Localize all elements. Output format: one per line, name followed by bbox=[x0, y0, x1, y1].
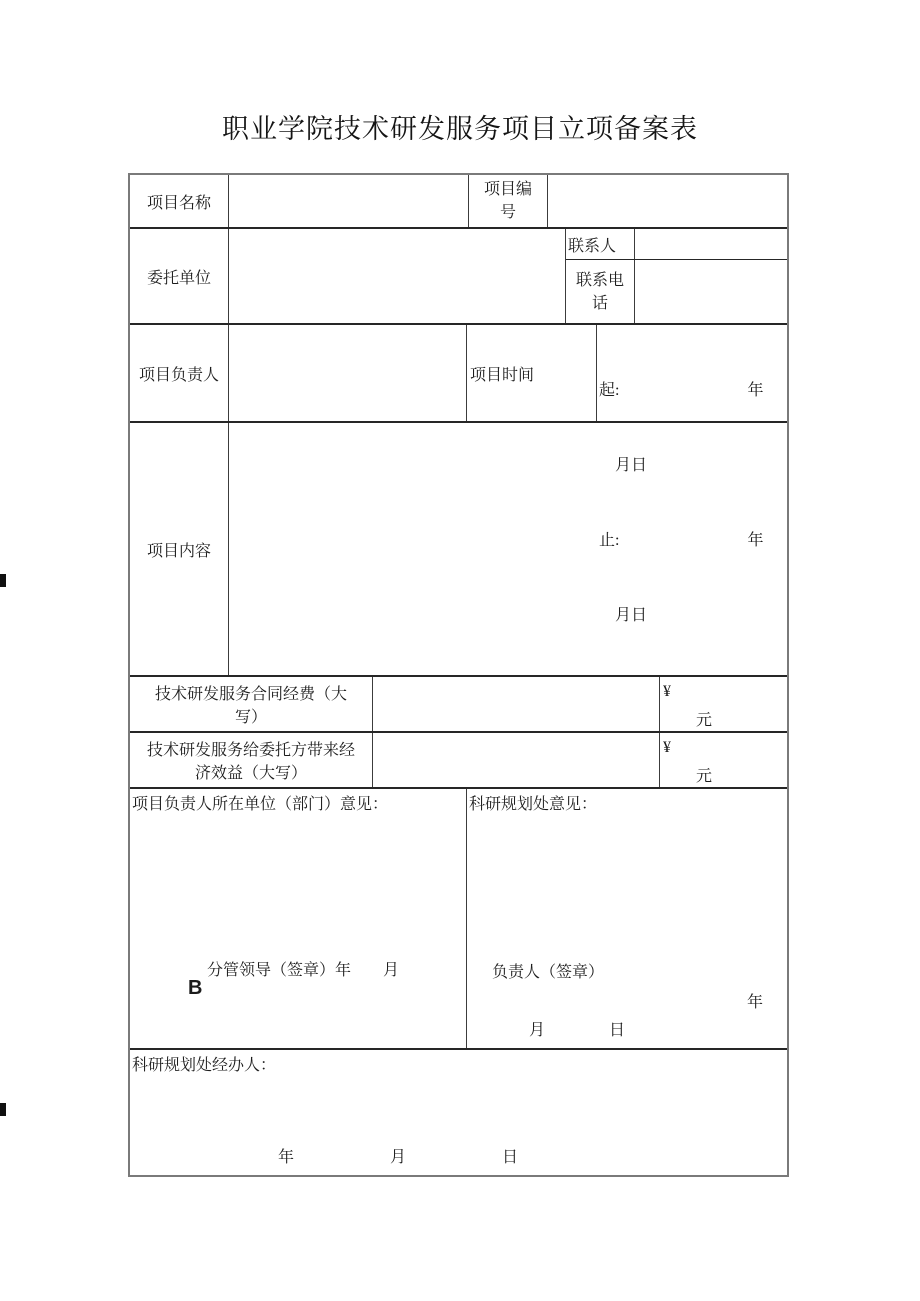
project-name-input[interactable] bbox=[228, 175, 468, 227]
row-contract-fee bbox=[130, 675, 787, 731]
stray-mark: B bbox=[188, 977, 203, 999]
project-time-label bbox=[466, 325, 596, 421]
contact-person-label: 联系人 bbox=[568, 237, 617, 255]
leader-signature-line: 分管领导（签章）年 月 bbox=[207, 962, 400, 979]
contract-fee-amount-cell[interactable] bbox=[659, 677, 787, 731]
project-leader-label: 项目负责人 bbox=[138, 366, 219, 384]
month-day-placeholder: 月 日 bbox=[529, 1022, 626, 1039]
department-opinion-title: 项目负责人所在单位（部门）意见： bbox=[132, 796, 389, 813]
contact-person-input[interactable] bbox=[634, 229, 787, 259]
currency-symbol: ¥ bbox=[663, 739, 671, 756]
contact-phone-label-text: 联系电话 bbox=[576, 271, 625, 312]
client-unit-label: 委托单位 bbox=[146, 269, 211, 287]
research-office-opinion-cell[interactable] bbox=[466, 789, 787, 1048]
row-opinions bbox=[130, 787, 787, 1048]
project-time-dates-input[interactable] bbox=[596, 325, 787, 624]
project-number-input[interactable] bbox=[547, 175, 787, 227]
scan-artifact-top bbox=[0, 574, 6, 587]
contact-phone-input[interactable] bbox=[634, 260, 787, 323]
date-end-line: 止: 年 bbox=[599, 532, 764, 549]
project-content-input[interactable] bbox=[228, 423, 787, 675]
page-title: 职业学院技术研发服务项目立项备案表 bbox=[222, 114, 698, 144]
currency-symbol: ¥ bbox=[663, 683, 671, 700]
row-handler bbox=[130, 1048, 787, 1175]
year-placeholder: 年 bbox=[746, 994, 763, 1011]
economic-benefit-amount-cell[interactable] bbox=[659, 733, 787, 787]
row-economic-benefit bbox=[130, 731, 787, 787]
contact-subtable bbox=[565, 229, 787, 323]
client-unit-input[interactable] bbox=[228, 229, 565, 323]
handler-date-placeholder: 年 月 日 bbox=[278, 1149, 519, 1166]
row-project-name bbox=[130, 175, 787, 227]
handler-title: 科研规划处经办人： bbox=[132, 1057, 277, 1074]
date-end-monthday: 月日 bbox=[599, 607, 648, 624]
project-time-label-text: 项目时间 bbox=[470, 366, 535, 384]
economic-benefit-label bbox=[130, 733, 372, 787]
date-start-monthday: 月日 bbox=[599, 457, 648, 474]
economic-benefit-input[interactable] bbox=[372, 733, 659, 787]
department-opinion-cell[interactable] bbox=[130, 789, 466, 1048]
project-name-label: 项目名称 bbox=[146, 194, 211, 212]
contact-phone-row bbox=[566, 259, 787, 323]
project-leader-input[interactable] bbox=[228, 325, 466, 421]
handler-cell[interactable] bbox=[130, 1050, 787, 1175]
filing-form-table bbox=[128, 173, 789, 1177]
project-content-label: 项目内容 bbox=[146, 542, 211, 560]
contract-fee-label-text: 技术研发服务合同经费（大写） bbox=[154, 686, 347, 726]
responsible-signature-line: 负责人（签章） bbox=[492, 964, 605, 981]
currency-unit: 元 bbox=[696, 768, 713, 785]
contract-fee-input[interactable] bbox=[372, 677, 659, 731]
date-start-line: 起: 年 bbox=[599, 382, 764, 399]
economic-benefit-label-text: 技术研发服务给委托方带来经济效益（大写） bbox=[146, 742, 355, 782]
row-client-unit bbox=[130, 227, 787, 323]
row-project-content bbox=[130, 421, 787, 675]
scan-artifact-bottom bbox=[0, 1103, 6, 1116]
contact-person-row bbox=[566, 229, 787, 259]
project-number-label-text: 项目编号 bbox=[484, 181, 533, 221]
currency-unit: 元 bbox=[696, 712, 713, 729]
project-number-label bbox=[468, 175, 547, 227]
contact-phone-label bbox=[566, 260, 634, 323]
contract-fee-label bbox=[130, 677, 372, 731]
research-office-opinion-title: 科研规划处意见： bbox=[469, 796, 598, 813]
